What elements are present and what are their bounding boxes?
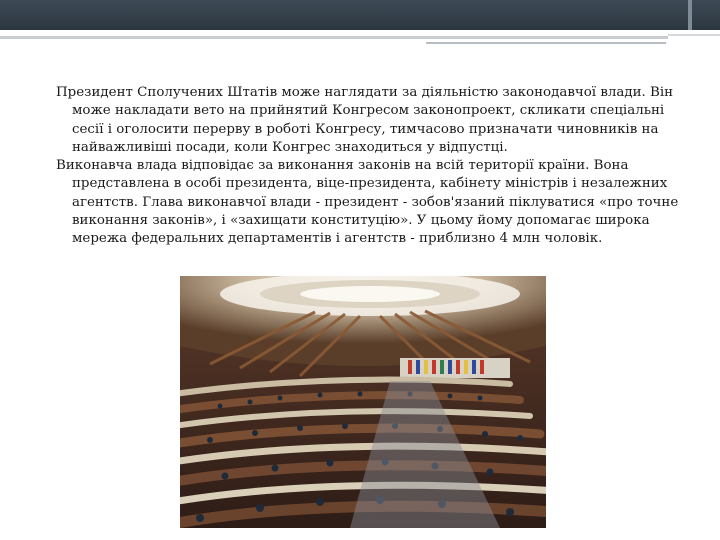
header-rule-tail	[668, 34, 720, 36]
header-rule	[0, 36, 668, 39]
header-rule-secondary	[426, 42, 666, 44]
header-bar	[0, 0, 720, 30]
assembly-hall-photo	[180, 276, 546, 528]
header-accent	[688, 0, 692, 30]
paragraph-president-oversight: Президент Сполучених Штатів може наглядати за діяльністю законодавчої влади. Він може накладати вето на прийнятий Конгресом законопроект, скликати спеціальні сесії і оголосити перерву в роботі Конгресу, тимчасово призначати чиновників на найважливіші посади, коли Конгрес знаходиться у відпустці.	[56, 85, 674, 155]
slide-body	[56, 84, 696, 249]
paragraph-executive-branch: Виконавча влада відповідає за виконання законів на всій території країни. Вона представлена в особі президента, віце-президента, кабінету міністрів і незалежних агентств. Глава виконавчої влади - президент - зобов'язаний піклуватися «про точне виконання законів», і «захищати конституцію». У цьому йому допомагає широка мережа федеральних департаментів і агентств - приблизно 4 млн чоловік.	[56, 158, 679, 247]
assembly-hall-illustration	[180, 276, 546, 528]
